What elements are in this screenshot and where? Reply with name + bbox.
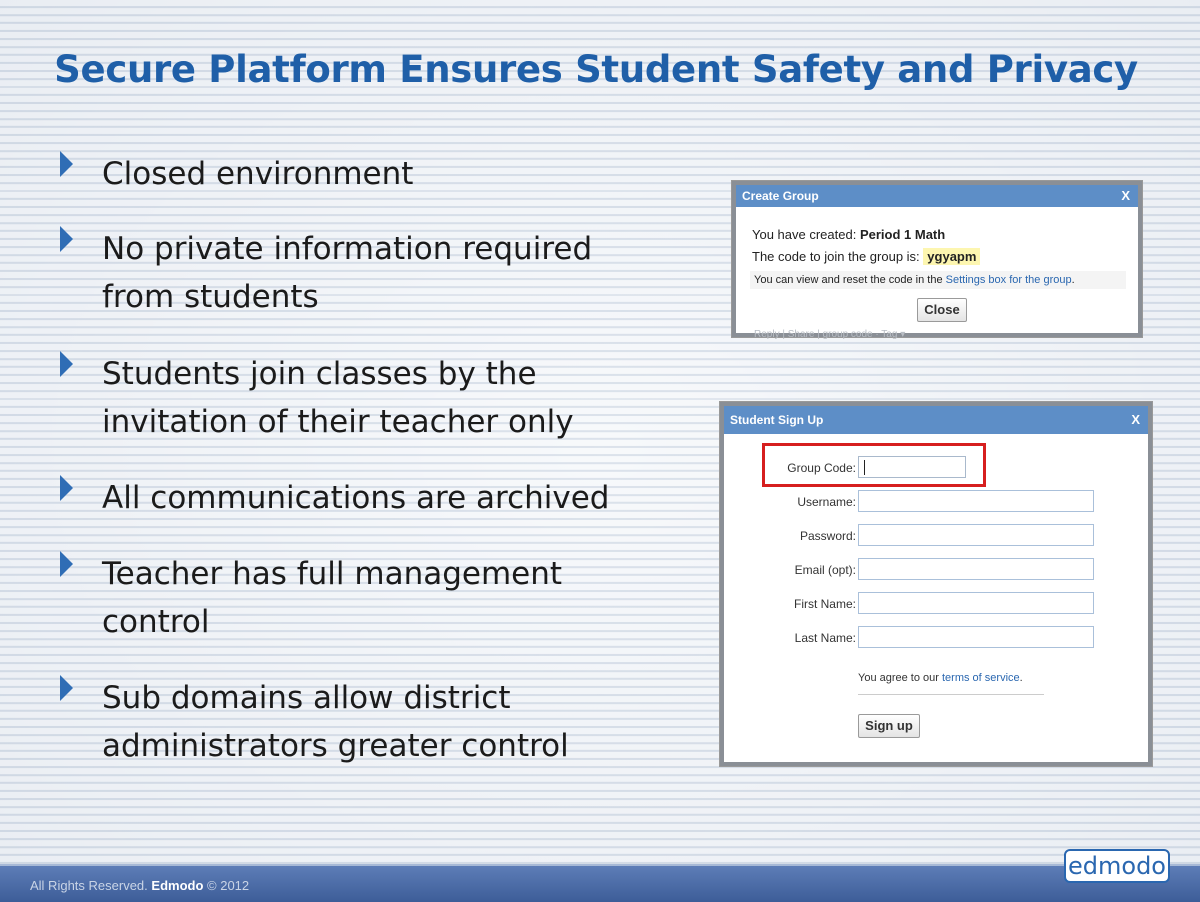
background-actions: Reply | Share | group code · Tag ▾ <box>754 329 906 340</box>
username-input[interactable] <box>858 490 1094 512</box>
bullet-arrow-icon <box>60 351 73 377</box>
last-name-label: Last Name: <box>794 631 856 645</box>
bullet-arrow-icon <box>60 226 73 252</box>
bullet-arrow-icon <box>60 675 73 701</box>
group-code-row <box>724 456 1148 480</box>
bullet-text: control <box>102 604 210 640</box>
bullet-arrow-icon <box>60 551 73 577</box>
bullet-text: No private information required <box>102 231 593 267</box>
password-label: Password: <box>799 529 856 543</box>
bullet-arrow-icon <box>60 151 73 177</box>
settings-link[interactable]: Settings box for the group <box>945 274 1072 286</box>
group-code-value: ygyapm <box>923 248 980 265</box>
bullet-text: Teacher has full management <box>102 556 563 592</box>
agree-suffix: . <box>1019 672 1023 684</box>
note-text: You can view and reset the code in the <box>754 274 943 286</box>
create-group-dialog <box>732 181 1142 340</box>
sign-up-button[interactable]: Sign up <box>858 714 920 738</box>
first-name-row <box>724 592 1148 616</box>
copyright-text: © 2012 <box>207 878 250 893</box>
rights-text: All Rights Reserved. <box>30 878 148 893</box>
last-name-row <box>724 626 1148 650</box>
code-line <box>752 249 980 264</box>
student-signup-header <box>724 406 1148 434</box>
text-cursor <box>864 460 865 475</box>
bullet-text: Closed environment <box>102 156 414 192</box>
username-row <box>724 490 1148 514</box>
student-signup-dialog <box>720 402 1152 766</box>
create-group-header <box>736 185 1138 207</box>
group-code-input[interactable] <box>858 456 966 478</box>
first-name-label: First Name: <box>793 597 856 611</box>
slide-title: Secure Platform Ensures Student Safety and Privacy <box>54 48 1138 91</box>
password-input[interactable] <box>858 524 1094 546</box>
bullet-text: Sub domains allow district <box>102 680 511 716</box>
created-label: You have created: <box>752 227 857 242</box>
email-row <box>724 558 1148 582</box>
close-icon[interactable]: X <box>1121 188 1130 203</box>
email-input[interactable] <box>858 558 1094 580</box>
reset-code-note <box>750 271 1126 289</box>
note-suffix: . <box>1071 274 1075 286</box>
edmodo-logo: edmodo <box>1064 849 1170 883</box>
agree-text: You agree to our <box>858 672 939 684</box>
divider <box>858 694 1044 695</box>
username-label: Username: <box>797 495 856 509</box>
group-name: Period 1 Math <box>859 227 946 242</box>
first-name-input[interactable] <box>858 592 1094 614</box>
footer-copyright <box>30 878 249 893</box>
bullet-arrow-icon <box>60 475 73 501</box>
dialog-title: Create Group <box>742 189 819 203</box>
bullet-text: All communications are archived <box>102 480 610 516</box>
close-icon[interactable]: X <box>1131 412 1140 427</box>
terms-agreement <box>858 672 1023 684</box>
code-label: The code to join the group is: <box>752 249 920 264</box>
brand-text: Edmodo <box>151 878 204 893</box>
bullet-text: administrators greater control <box>102 728 569 764</box>
terms-link[interactable]: terms of service <box>942 672 1020 684</box>
bullet-text: Students join classes by the <box>102 356 537 392</box>
last-name-input[interactable] <box>858 626 1094 648</box>
bullet-text: from students <box>102 279 319 315</box>
dialog-title: Student Sign Up <box>730 413 824 427</box>
email-label: Email (opt): <box>794 563 856 577</box>
group-code-label: Group Code: <box>787 461 856 475</box>
close-button[interactable]: Close <box>917 298 967 322</box>
footer-bar <box>0 864 1200 902</box>
created-line <box>752 227 945 242</box>
password-row <box>724 524 1148 548</box>
bullet-text: invitation of their teacher only <box>102 404 574 440</box>
